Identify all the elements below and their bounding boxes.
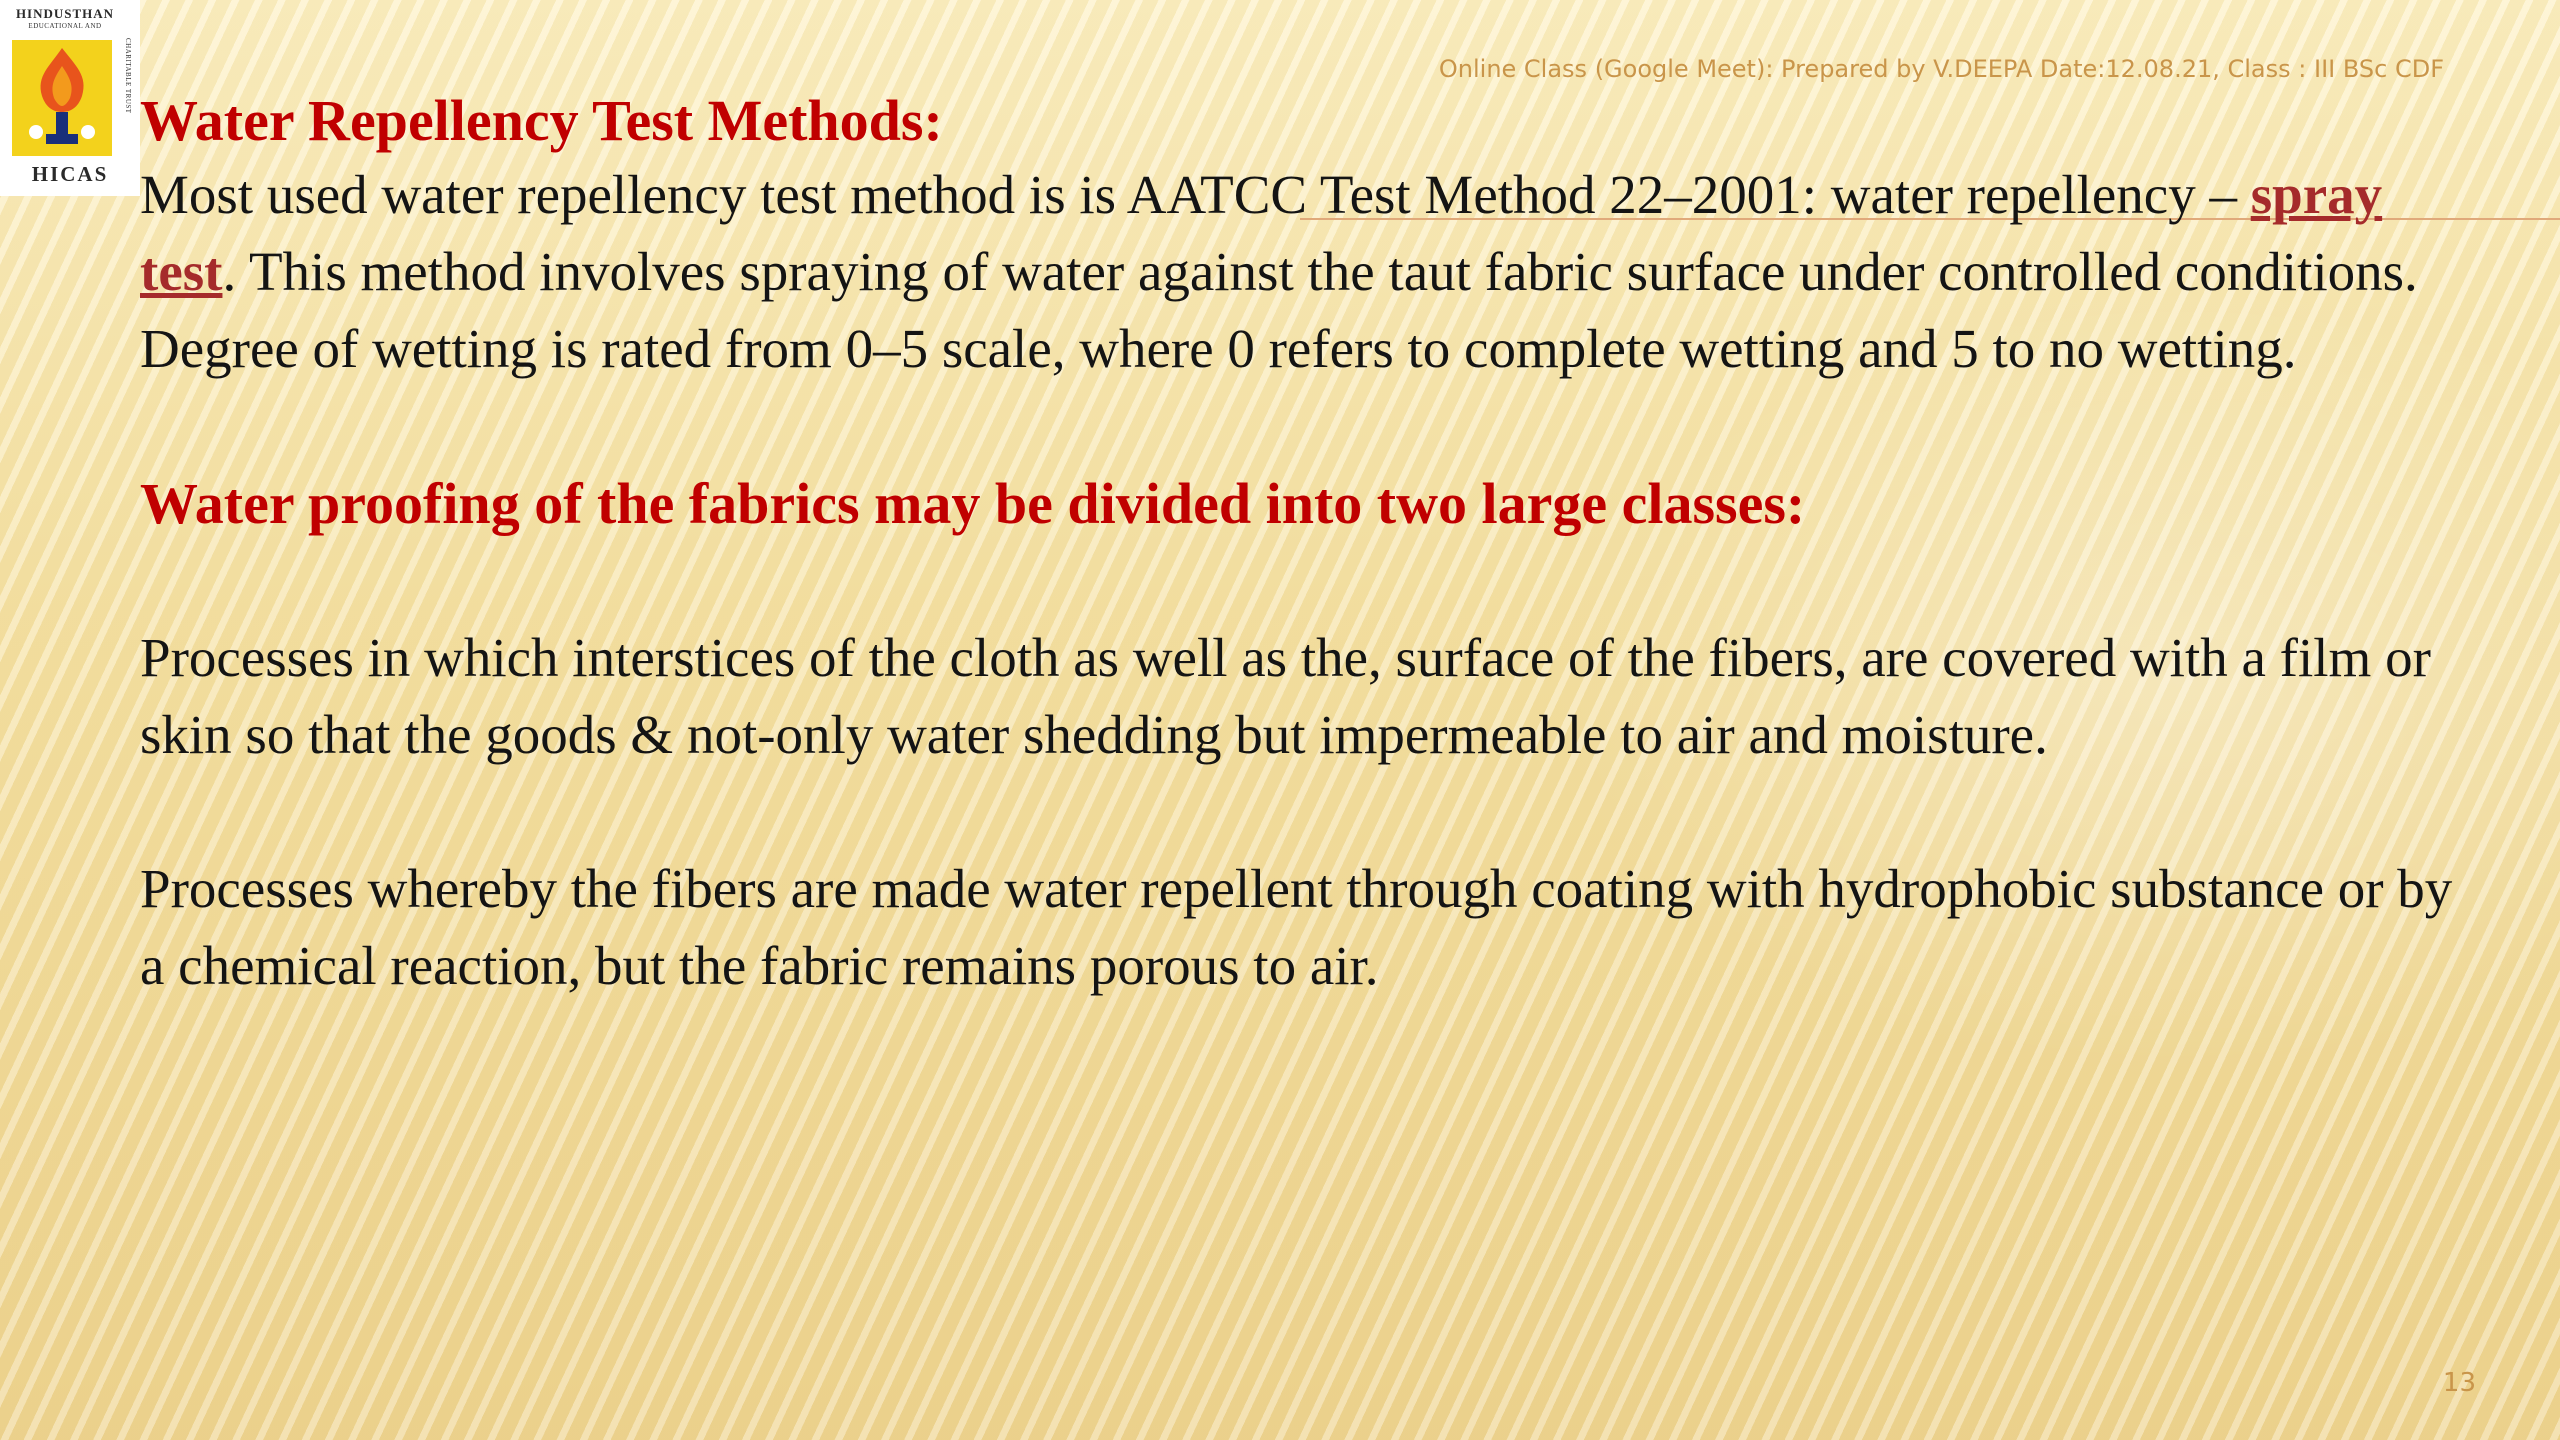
logo-side-text: CHARITABLE TRUST — [124, 38, 132, 114]
logo-sub-text: EDUCATIONAL AND — [28, 22, 102, 30]
classes-subheading: Water proofing of the fabrics may be divided into two large classes: — [140, 471, 1806, 536]
logo-name: HICAS — [31, 162, 109, 186]
class-one-paragraph: Processes in which interstices of the cloth as well as the, surface of the fibers, are covered with a film or skin so that the goods & not-only water shedding but impermeable to air and moisture. — [140, 627, 2431, 765]
page-number: 13 — [2442, 1368, 2476, 1398]
slide-content — [140, 86, 2470, 1004]
slide-title: Water Repellency Test Methods: — [140, 88, 943, 153]
torch-emblem-icon — [10, 38, 114, 158]
header-note: Online Class (Google Meet): Prepared by V.DEEPA Date:12.08.21, Class : III BSc CDF — [1438, 55, 2444, 83]
institution-logo — [0, 0, 140, 196]
spray-test-link[interactable]: spray test — [140, 164, 2383, 302]
intro-text-start: Most used water repellency test method is is AATCC Test Method 22–2001: water repellency – — [140, 164, 2251, 225]
logo-top-text: HINDUSTHAN — [15, 6, 115, 21]
class-two-paragraph: Processes whereby the fibers are made water repellent through coating with hydrophobic substance or by a chemical reaction, but the fabric remains porous to air. — [140, 858, 2453, 996]
intro-text-end: . This method involves spraying of water against the taut fabric surface under controlled conditions. Degree of wetting is rated from 0–5 scale, where 0 refers to complete wetting and 5 to no wetting. — [140, 241, 2418, 379]
intro-paragraph — [140, 156, 2470, 387]
